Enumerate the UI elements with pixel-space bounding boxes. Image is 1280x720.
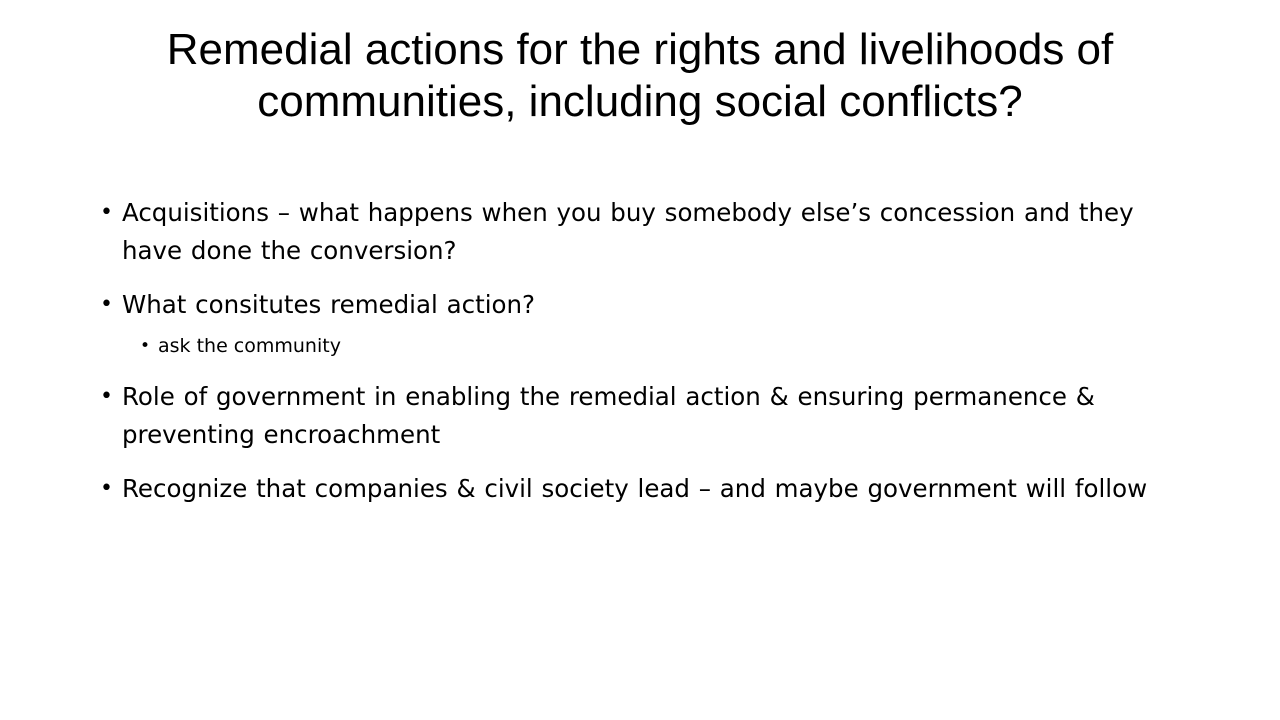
bullet-role-of-government: • Role of government in enabling the remedial action & ensuring permanence & preventing encroachment bbox=[100, 378, 1200, 454]
subbullet-ask-community: • ask the community bbox=[140, 332, 1200, 360]
slide-title: Remedial actions for the rights and livelihoods of communities, including social conflicts? bbox=[166, 25, 1114, 126]
bullet-remedial-action: • What consitutes remedial action? bbox=[100, 286, 1200, 324]
bullet-acquisitions: • Acquisitions – what happens when you buy somebody else’s concession and they have done the conversion? bbox=[100, 194, 1200, 270]
bullet-companies-lead: • Recognize that companies & civil society lead – and maybe government will follow bbox=[100, 470, 1200, 508]
slide-body bbox=[100, 194, 1200, 524]
